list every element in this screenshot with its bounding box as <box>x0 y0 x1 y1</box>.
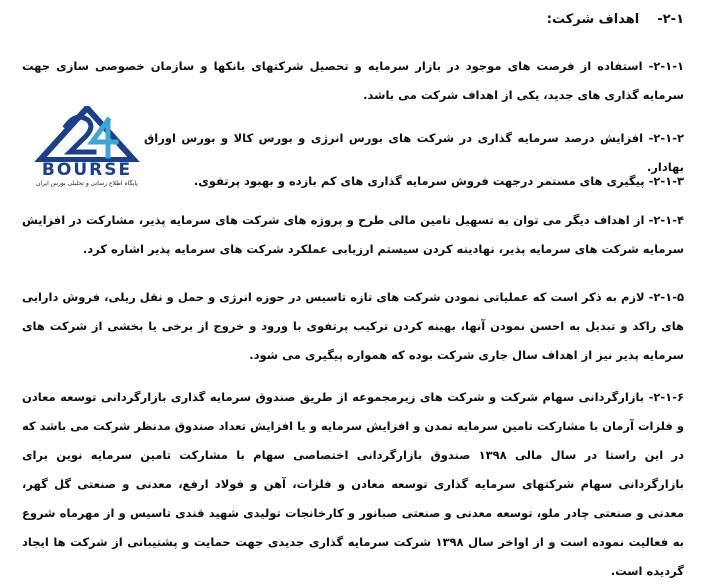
section-title: اهداف شرکت: <box>546 12 640 27</box>
logo-subtitle: پایگاه اطلاع رسانی و تحلیلی بورس ایران <box>36 180 138 187</box>
section-heading <box>547 10 684 30</box>
logo-wordmark: BOURSE <box>41 160 133 180</box>
goal-paragraph-4: ۲-۱-۴- از اهداف دیگر می توان به تسهیل تامین مالی طرح و پروژه های شرکت های سرمایه پذیر، مشارکت در افزایش سرمایه شرکت های سرمایه پذیر، نهادینه کردن سیستم ارزیابی عملکرد شرکت های سرمایه پذیر اشاره کرد. <box>22 213 684 256</box>
goal-paragraph-6: ۲-۱-۶- بازارگردانی سهام شرکت و شرکت های زیرمجموعه از طریق صندوق سرمایه گذاری بازارگردانی توسعه معادن و فلزات آرمان با مشارکت تامین سرمایه تمدن و افزایش سرمایه و یا افزایش تعداد صندوق مدنظر شرکت می باشد که در این راستا در سال مالی ۱۳۹۸ صندوق بازارگردانی اختصاصی سهام با مشارکت تامین سرمایه نوین برای بازارگردانی سهام شرکتهای سرمایه گذاری توسعه معادن و فلزات، آهن و فولاد ارفع، معدنی و صنعتی گل گهر، معدنی و صنعتی چادر ملو، توسعه معدنی و صنعتی صبانور و کارخانجات تولیدی شهید قندی تاسیس و از مهرماه شروع به فعالیت نموده است و از اواخر سال ۱۳۹۸ شرکت سرمایه گذاری جدیدی جهت حمایت و پشتیبانی از شرکت ها ایجاد گردیده است. <box>21 390 684 578</box>
section-number: ۲-۱- <box>657 12 684 27</box>
goal-paragraph-5: ۲-۱-۵- لازم به ذکر است که عملیاتی نمودن شرکت های تازه تاسیس در حوزه انرژی و حمل و نقل ریلی، فروش دارایی های راکد و تبدیل به احسن نمودن آنها، بهینه کردن ترکیب پرتفوی با ورود و خروج از برخی یا بخشی از شرکت های سرمایه پذیر نیز از اهداف سال جاری شرکت بوده که همواره پیگیری می شود. <box>22 290 684 362</box>
bourse-logo <box>16 106 158 186</box>
bourse-logo-mark-icon <box>16 106 158 162</box>
goal-paragraph-2: ۲-۱-۲- افزایش درصد سرمایه گذاری در شرکت های بورس انرژی و بورس کالا و بورس اوراق بهادار. <box>144 131 684 174</box>
goal-paragraph-1: ۲-۱-۱- استفاده از فرصت های موجود در بازار سرمایه و تحصیل شرکتهای بانکها و سازمان خصوصی سازی جهت سرمایه گذاری های جدید، یکی از اهداف شرکت می باشد. <box>22 59 684 102</box>
goal-paragraph-3: ۲-۱-۳- پیگیری های مستمر درجهت فروش سرمایه گذاری های کم بازده و بهبود پرتفوی. <box>193 174 684 188</box>
